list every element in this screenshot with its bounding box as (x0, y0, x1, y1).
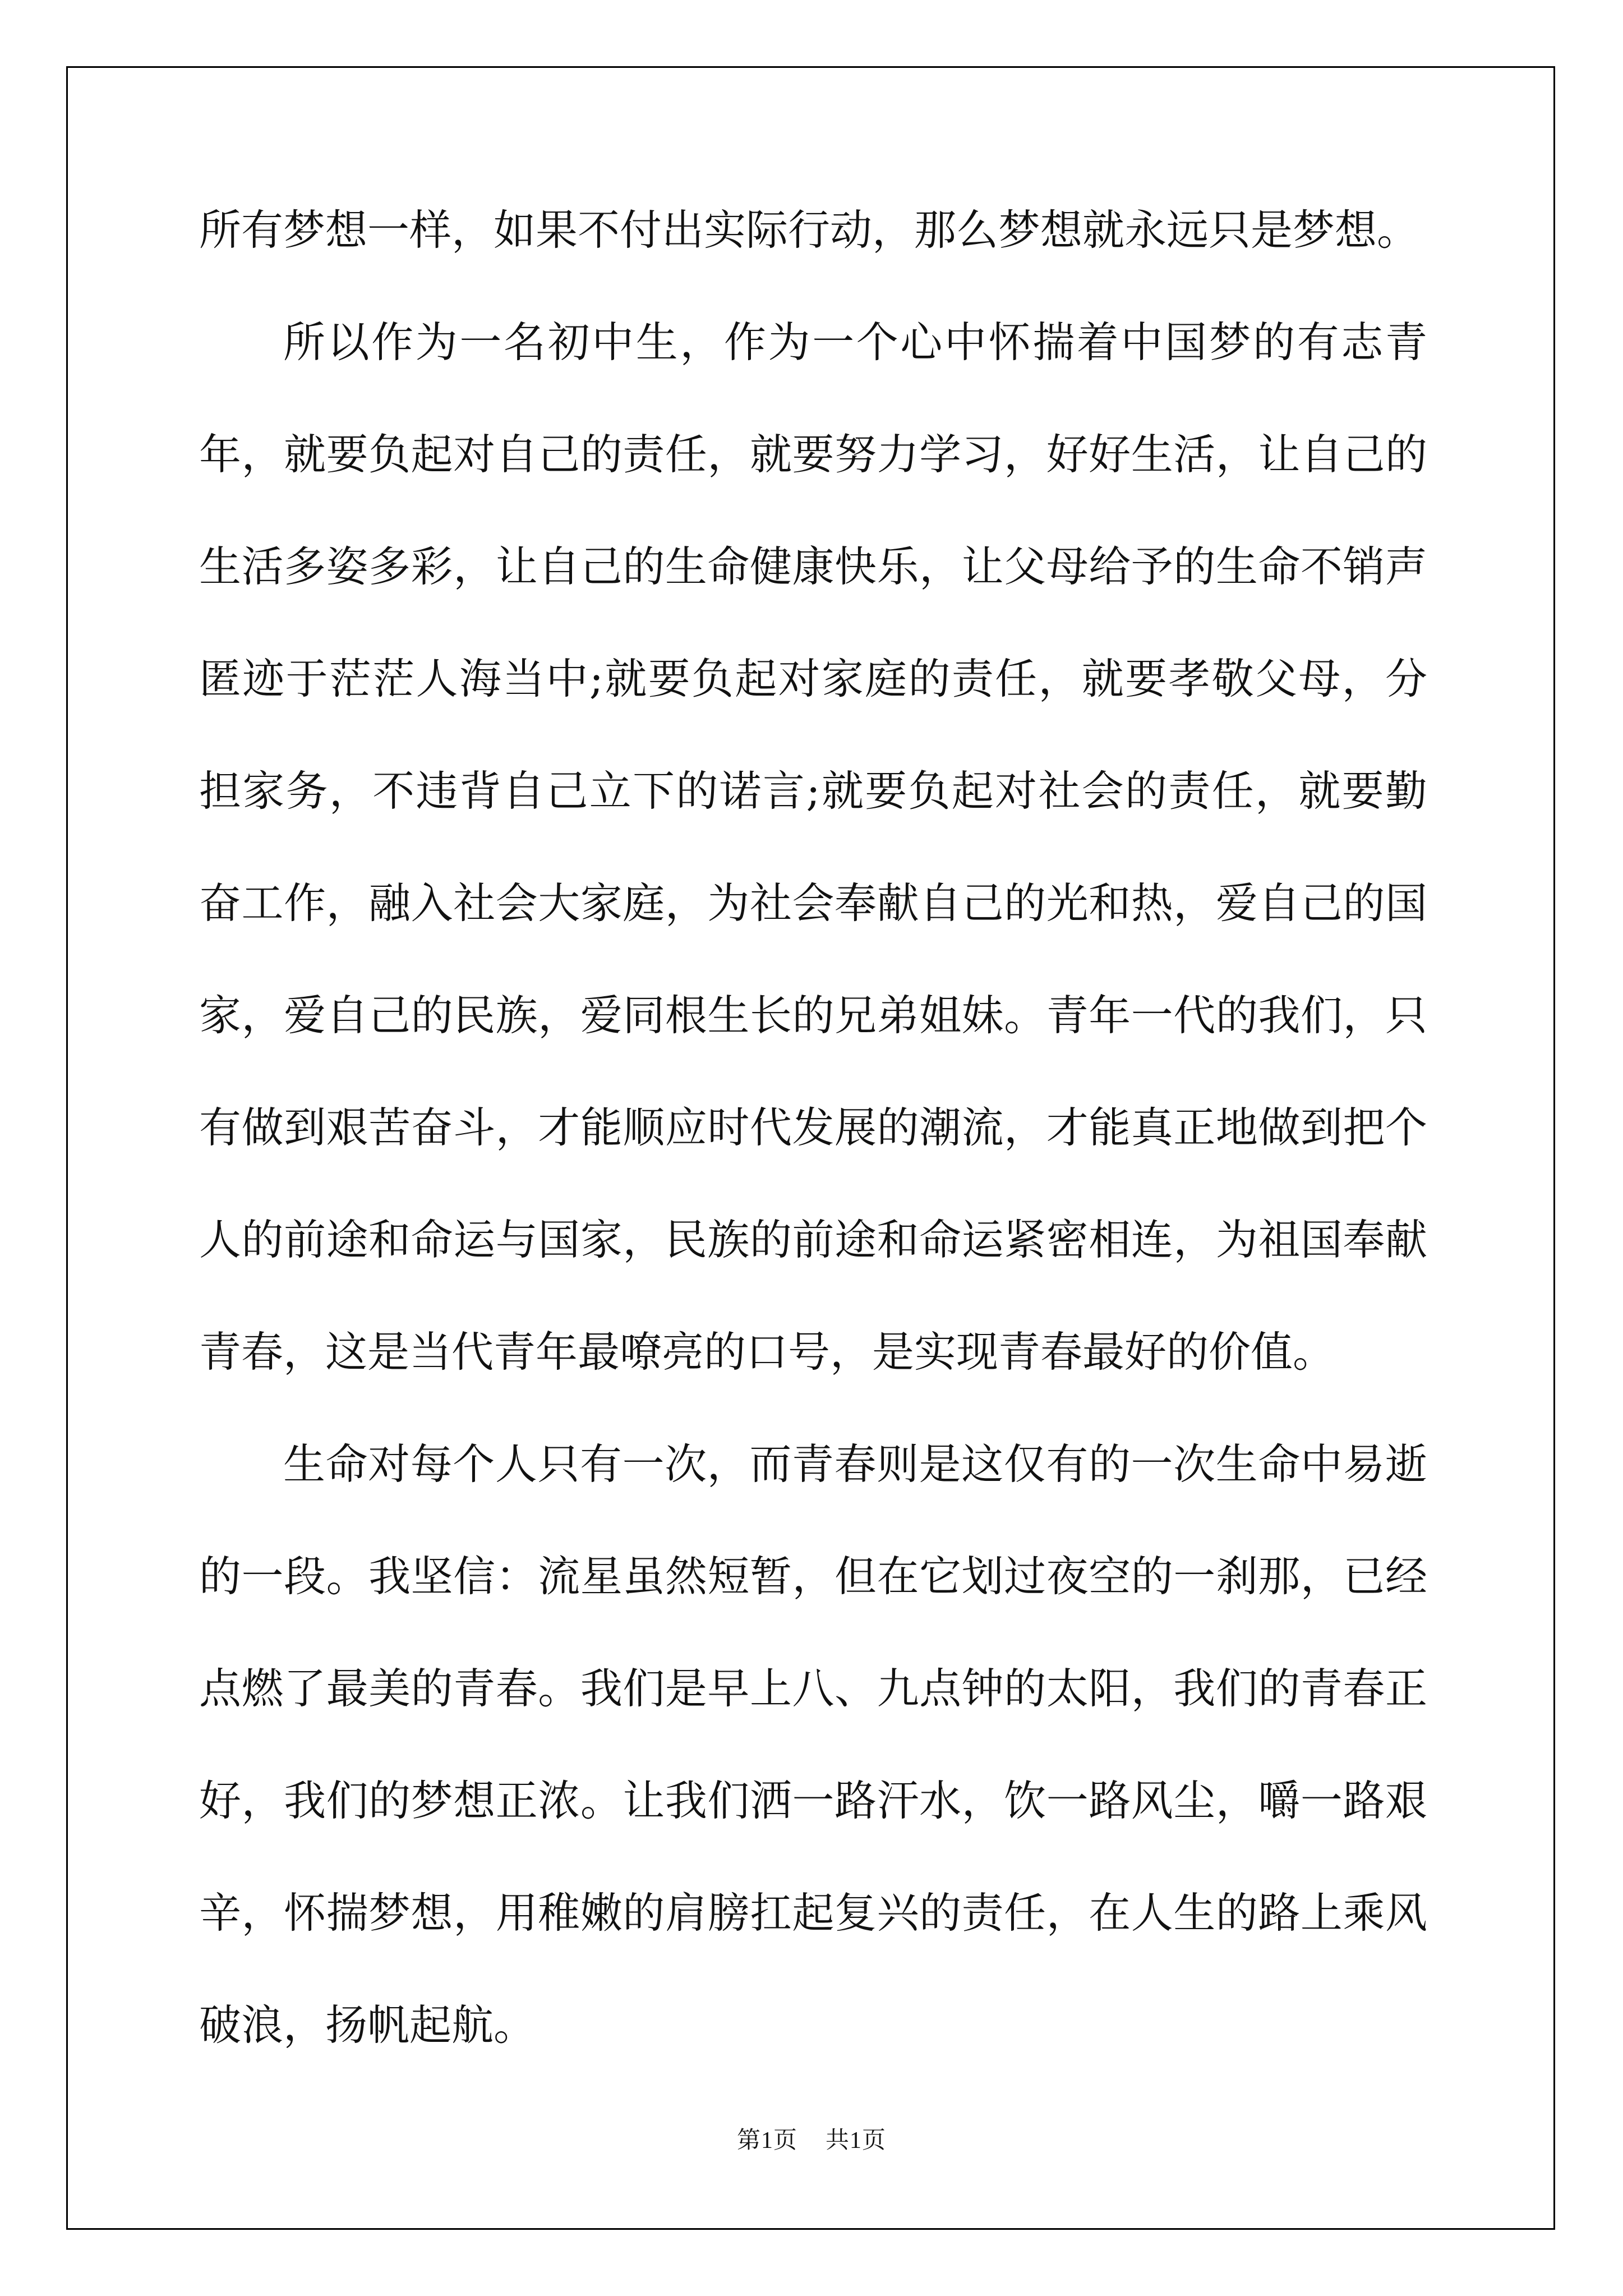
document-body (199, 174, 1427, 2081)
page-number-current: 第1页 (736, 2128, 797, 2154)
page-number-total: 共1页 (826, 2128, 887, 2154)
page-footer (0, 2122, 1623, 2155)
paragraph-3: 生命对每个人只有一次，而青春则是这仅有的一次生命中易逝的一段。我坚信：流星虽然短暂，但在它划过夜空的一刹那，已经点燃了最美的青春。我们是早上八、九点钟的太阳，我们的青春正好，我们的梦想正浓。让我们洒一路汗水，饮一路风尘，嚼一路艰辛，怀揣梦想，用稚嫩的肩膀扛起复兴的责任，在人生的路上乘风破浪，扬帆起航。 (199, 1439, 1427, 2050)
paragraph-1: 所有梦想一样，如果不付出实际行动，那么梦想就永远只是梦想。 (199, 205, 1419, 255)
paragraph-2: 所以作为一名初中生，作为一个心中怀揣着中国梦的有志青年，就要负起对自己的责任，就要努力学习，好好生活，让自己的生活多姿多彩，让自己的生命健康快乐，让父母给予的生命不销声匿迹于茫茫人海当中;就要负起对家庭的责任，就要孝敬父母，分担家务，不违背自己立下的诺言;就要负起对社会的责任，就要勤奋工作，融入社会大家庭，为社会奉献自己的光和热，爱自己的国家，爱自己的民族，爱同根生长的兄弟姐妹。青年一代的我们，只有做到艰苦奋斗，才能顺应时代发展的潮流，才能真正地做到把个人的前途和命运与国家，民族的前途和命运紧密相连，为祖国奉献青春，这是当代青年最嘹亮的口号，是实现青春最好的价值。 (199, 318, 1427, 1377)
